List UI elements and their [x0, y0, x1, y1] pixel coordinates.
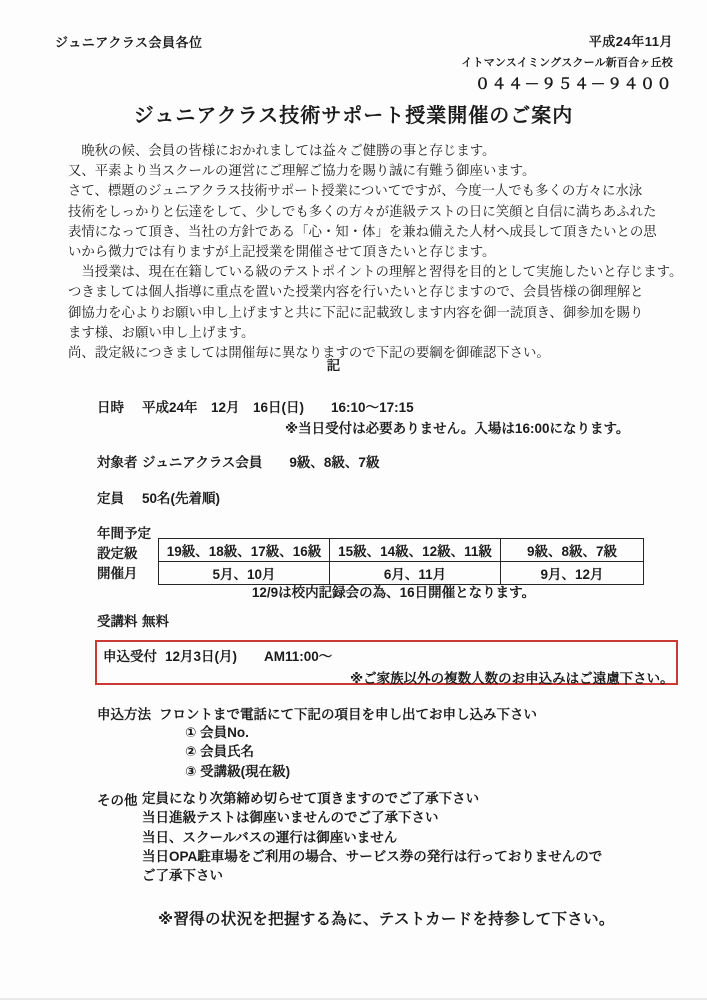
page-title: ジュニアクラス技術サポート授業開催のご案内 — [133, 105, 574, 127]
grade-cell: 19級、18級、17級、16級 — [159, 539, 330, 562]
application-method-value: フロントまで電話にて下記の項目を申し出てお申し込み下さい — [159, 707, 537, 722]
body-line: つきましては個人指導に重点を置いた授業内容を行いたいと存じますので、会員皆様の御理解と — [68, 284, 644, 300]
body-line: 表情になって頂き、当社の方針である「心・知・体」を兼ね備えた人材へ成長して頂きたいとの思 — [68, 223, 657, 239]
section-label: 日時 — [97, 400, 124, 415]
other-items-list — [142, 789, 602, 885]
body-line: 晩秋の候、会員の皆様におかれましては益々ご健勝の事と存じます。 — [68, 143, 496, 158]
body-line: ます様、お願い申し上げます。 — [68, 324, 255, 340]
application-restriction-note: ※ご家族以外の複数人数のお申込みはご遠慮下さい。 — [350, 671, 674, 686]
table-row-grades — [159, 539, 644, 562]
datetime-note: ※当日受付は必要ありません。入場は16:00になります。 — [285, 421, 630, 436]
application-start-value: 12月3日(月) AM11:00～ — [165, 649, 333, 664]
section-target — [97, 451, 379, 471]
ki-heading: 記 — [326, 358, 341, 373]
test-card-reminder: ※習得の状況を把握する為に、テストカードを持参して下さい。 — [158, 911, 615, 928]
section-label: その他 — [97, 793, 138, 808]
list-item: 定員になり次第締め切らせて頂きますのでご了承下さい — [142, 791, 480, 806]
application-items-list — [185, 723, 537, 781]
application-method-row — [97, 703, 537, 723]
header-right-block — [461, 31, 673, 94]
month-cell: 6月、11月 — [330, 562, 501, 585]
section-label: 受講料 — [97, 614, 138, 629]
body-line: 御協力を心よりお願い申し上げますと共に下記に記載致します内容を御一読頂き、御参加を賜り — [68, 304, 644, 320]
application-period-highlight-box — [95, 640, 678, 685]
school-name: イトマンスイミングスクール新百合ヶ丘校 — [461, 57, 673, 69]
list-item: ③ 受講級(現在級) — [185, 763, 291, 779]
section-capacity — [97, 487, 220, 507]
section-label: 対象者 — [97, 455, 138, 470]
grade-cell: 9級、8級、7級 — [501, 539, 644, 562]
section-label: 定員 — [97, 491, 124, 506]
body-line: 当授業は、現在在籍している級のテストポイントの理解と習得を目的として実施したいと存じます。 — [68, 264, 683, 280]
month-cell: 5月、10月 — [159, 562, 330, 585]
month-cell: 9月、12月 — [501, 562, 644, 585]
list-item: ご了承下さい — [142, 868, 223, 884]
month-row-label: 開催月 — [97, 566, 138, 581]
section-application-method — [97, 703, 537, 781]
list-item: ② 会員氏名 — [185, 744, 255, 760]
section-datetime — [97, 396, 414, 416]
grade-cell: 15級、14級、12級、11級 — [330, 539, 501, 562]
phone-number: ０４４－９５４－９４００ — [474, 76, 673, 93]
section-label: 申込方法 — [97, 707, 151, 722]
body-paragraph — [68, 141, 682, 363]
annual-schedule-table — [158, 538, 644, 585]
list-item: 当日OPA駐車場をご利用の場合、サービス券の発行は行っておりませんので — [142, 848, 603, 864]
issue-date: 平成24年11月 — [588, 34, 673, 49]
capacity-value: 50名(先着順) — [142, 491, 221, 506]
list-item: ① 会員No. — [185, 725, 249, 740]
body-line: さて、標題のジュニアクラス技術サポート授業についてですが、今度一人でも多くの方々に水泳 — [68, 183, 643, 199]
datetime-value: 平成24年 12月 16日(日) 16:10～17:15 — [142, 400, 414, 415]
grade-row-label: 設定級 — [97, 546, 138, 561]
section-other — [97, 789, 602, 885]
list-item: 当日進級テストは御座いませんのでご了承下さい — [142, 810, 439, 826]
list-item: 当日、スクールバスの運行は御座いません — [142, 829, 398, 845]
body-line: いから微力では有りますが上記授業を開催させて頂きたいと存じます。 — [68, 244, 496, 260]
body-line: 又、平素より当スクールの運営にご理解ご協力を賜り誠に有難う御座います。 — [68, 163, 536, 179]
body-line: 尚、設定級につきましては開催毎に異なりますので下記の要綱を御確認下さい。 — [68, 345, 550, 361]
target-value: ジュニアクラス会員 9級、8級、7級 — [142, 455, 380, 470]
recipient-line: ジュニアクラス会員各位 — [55, 35, 203, 50]
section-application-start — [103, 645, 676, 665]
section-label: 申込受付 — [103, 649, 157, 664]
body-line: 技術をしっかりと伝達をして、少しでも多くの方々が進級テストの日に笑顔と自信に満ちあふれた — [68, 203, 657, 219]
section-fee — [97, 610, 169, 630]
annual-schedule-label: 年間予定 — [97, 526, 151, 541]
fee-value: 無料 — [142, 614, 169, 629]
schedule-note: 12/9は校内記録会の為、16日開催となります。 — [251, 585, 536, 600]
